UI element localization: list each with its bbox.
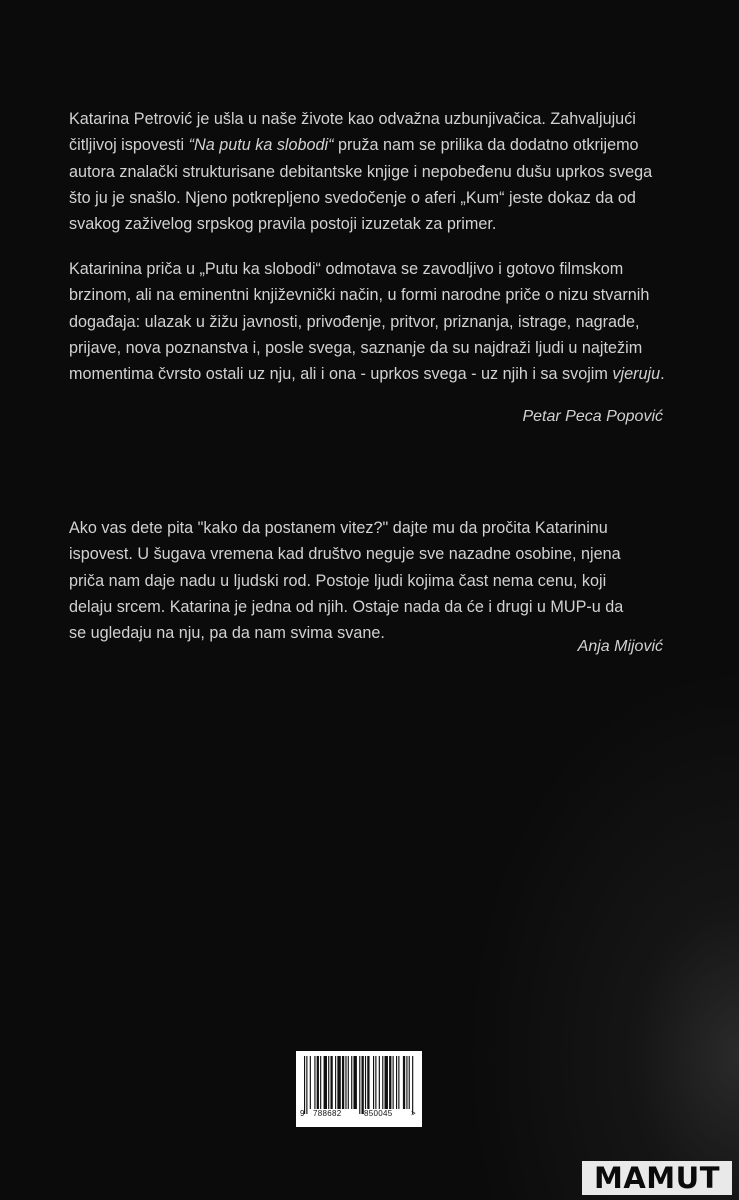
barcode-bar [306,1056,307,1114]
review-1-text: pruža nam se prilika da dodatno otkrijemo [333,136,639,155]
review-3-line: ispovest. U šugava vremena kad društvo neguje sve nazadne osobine, njena [69,545,621,564]
barcode-bar [335,1056,336,1109]
barcode-bar [359,1056,360,1114]
review-2-text: . [660,365,665,384]
barcode-bar [406,1056,407,1109]
barcode-bar [353,1056,356,1109]
review-1-line: što ju je snašlo. Njeno potkrepljeno svedočenje o aferi „Kum“ jeste dokaz da od [69,188,636,207]
signature-anja-mijovic: Anja Mijović [577,638,663,655]
isbn-arrow: > [411,1109,416,1118]
barcode-bar [328,1056,329,1109]
barcode-bar [317,1056,319,1109]
review-3-line: delaju srcem. Katarina je jedna od njih. Ostaje nada da će i drugi u MUP-u da [69,597,624,616]
barcode-bar [365,1056,366,1109]
barcode-bar [310,1056,311,1109]
review-3-line: Ako vas dete pita "kako da postanem vitez?" dajte mu da pročita Katarininu [69,519,608,537]
book-title-italic: “Na putu ka slobodi“ [188,136,334,155]
barcode-bar [379,1056,380,1109]
barcode-bar [382,1056,383,1109]
review-paragraph-2 [69,256,709,387]
barcode-bar [367,1056,369,1109]
review-2-line: Katarinina priča u „Putu ka slobodi“ odmotava se zavodljivo i gotovo filmskom [69,260,624,278]
barcode-bar [304,1056,305,1114]
review-2-line: brzinom, ali na eminentni književnički način, u formi narodne priče o nizu stvarnih [69,286,650,305]
barcode-bar [324,1056,327,1109]
review-2-line: prijave, nova poznanstva i, posle svega, saznanje da su najdraži ljudi u najtežim [69,338,643,357]
signature-petar-peca-popovic: Petar Peca Popović [522,408,663,425]
barcode-bar [409,1056,410,1109]
barcode-bar [342,1056,344,1109]
barcode-bar [320,1056,321,1109]
isbn-barcode [296,1051,422,1127]
review-3-line: priča nam daje nadu u ljudski rod. Postoje ljudi kojima čast nema cenu, koji [69,571,607,590]
barcode-bar [345,1056,346,1109]
review-1-text: čitljivoj ispovesti [69,136,189,155]
barcode-bar [375,1056,376,1109]
barcode-bar [389,1056,391,1109]
barcode-bar [393,1056,394,1109]
barcode-bar [403,1056,405,1109]
isbn-right-group: 850045 [364,1109,393,1118]
barcode-bar [337,1056,340,1109]
review-2-line [69,361,709,387]
barcode-bar [351,1056,352,1109]
review-paragraph-1 [69,106,709,237]
review-3-line: se ugledaju na nju, pa da nam svima svane. [69,624,385,643]
isbn-left-group: 788682 [313,1109,342,1118]
review-1-line: autora znalački strukturisane debitantske knjige i nepobeđenu dušu uprkos svega [69,162,653,181]
review-paragraph-3 [69,515,709,646]
barcode-bar [373,1056,374,1109]
isbn-first-digit: 9 [300,1109,305,1118]
barcode-bar [330,1056,332,1109]
barcode-bar [314,1056,315,1109]
review-2-line: događaja: ulazak u žižu javnosti, privođenje, pritvor, priznanja, istrage, nagrade, [69,312,640,331]
review-1-line: svakog zaživelog srpskog pravila postoji izuzetak za primer. [69,215,497,234]
barcode-bar [362,1056,364,1114]
review-1-line [69,132,709,158]
barcode-bar [348,1056,349,1109]
barcode-bar [398,1056,399,1109]
mamut-logo: MAMUT [582,1161,732,1195]
review-1-line: Katarina Petrović je ušla u naše živote kao odvažna uzbunjivačica. Zahvaljujući [69,110,636,128]
barcode-bar [396,1056,397,1109]
review-2-text: momentima čvrsto ostali uz nju, ali i ona - uprkos svega - uz njih i sa svojim [69,365,613,384]
barcode-bar [385,1056,388,1109]
barcode-bar [412,1056,413,1114]
italic-word: vjeruju [612,365,661,384]
